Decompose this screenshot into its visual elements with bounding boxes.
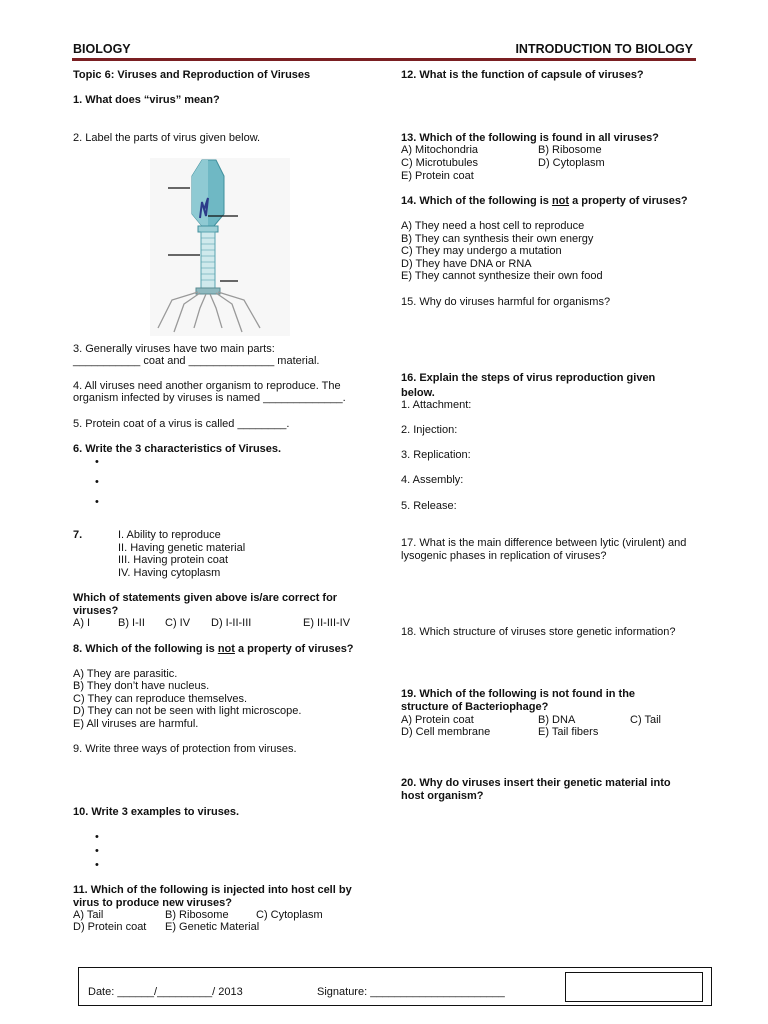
q7-statement-2: II. Having genetic material: [118, 542, 246, 554]
header-subject: BIOLOGY: [73, 42, 131, 56]
q11-option-c: C) Cytoplasm: [256, 909, 323, 921]
bullet: •: [95, 831, 99, 843]
q14-text-end: a property of viruses?: [569, 195, 688, 207]
q7-statement: [118, 567, 220, 580]
q19-option-a: A) Protein coat: [401, 714, 474, 726]
bullet: •: [95, 845, 99, 857]
q14-option-c: C) They may undergo a mutation: [401, 245, 562, 257]
q8-option-b: B) They don’t have nucleus.: [73, 680, 210, 692]
q14-option-b: B) They can synthesis their own energy: [401, 233, 594, 245]
q14-option-a: A) They need a host cell to reproduce: [401, 220, 585, 232]
question-19: 19. Which of the following is not found in the structure of Bacteriophage?: [401, 688, 636, 713]
q14-option-e: E) They cannot synthesize their own food: [401, 270, 603, 282]
bacteriophage-diagram: [150, 158, 290, 336]
q7-option-c: C) IV: [165, 617, 191, 629]
q13-option-b: B) Ribosome: [538, 144, 602, 156]
grade-box: [565, 972, 703, 1002]
collar: [198, 226, 218, 232]
q14-text: 14. Which of the following is: [401, 195, 552, 207]
q11-option-a: A) Tail: [73, 909, 104, 921]
question-12: 12. What is the function of capsule of viruses?: [401, 69, 644, 81]
bullet: •: [95, 859, 99, 871]
question-20: 20. Why do viruses insert their genetic material into host organism?: [401, 777, 671, 802]
question-1: 1. What does “virus” mean?: [73, 94, 220, 106]
q8-not: not: [217, 643, 235, 655]
q7-statement: [118, 554, 228, 567]
q7-statement-4: IV. Having cytoplasm: [118, 567, 221, 579]
header-rule: [72, 58, 696, 61]
bullet: •: [95, 476, 99, 488]
q7-statement-1: I. Ability to reproduce: [118, 529, 221, 541]
q8-text: 8. Which of the following is: [73, 643, 218, 655]
q8-option-e: E) All viruses are harmful.: [73, 718, 199, 730]
question-3-line1: 3. Generally viruses have two main parts:: [73, 343, 275, 355]
q19-option-d: D) Cell membrane: [401, 726, 491, 738]
q19-option-c: C) Tail: [630, 714, 661, 726]
q16-step-1: 1. Attachment:: [401, 399, 472, 411]
question-18: 18. Which structure of viruses store genetic information?: [401, 626, 676, 638]
q11-option-d: D) Protein coat: [73, 921, 147, 933]
q7-statement-3: III. Having protein coat: [118, 554, 229, 566]
q7-option-d: D) I-II-III: [211, 617, 252, 629]
bullet: •: [95, 456, 99, 468]
question-3-line2: ___________ coat and ______________ material.: [73, 355, 320, 367]
q7-option-a: A) I: [73, 617, 91, 629]
q16-step-3: 3. Replication:: [401, 449, 471, 461]
q14-not: not: [551, 195, 570, 207]
bullet: •: [95, 496, 99, 508]
footer-box: [78, 967, 712, 1006]
tail-sheath: [201, 232, 215, 288]
q11-option-e: E) Genetic Material: [165, 921, 260, 933]
question-16: 16. Explain the steps of virus reproduction given below.: [401, 372, 656, 399]
question-6: 6. Write the 3 characteristics of Viruses.: [73, 443, 282, 455]
question-15: 15. Why do viruses harmful for organisms?: [401, 296, 611, 308]
q13-option-d: D) Cytoplasm: [538, 157, 605, 169]
question-7-prompt: Which of statements given above is/are correct for viruses?: [73, 592, 338, 617]
q16-step-4: 4. Assembly:: [401, 474, 464, 486]
question-9: 9. Write three ways of protection from viruses.: [73, 743, 297, 755]
question-4-line2: organism infected by viruses is named _____________.: [73, 392, 346, 404]
q8-option-c: C) They can reproduce themselves.: [73, 693, 248, 705]
q13-option-e: E) Protein coat: [401, 170, 474, 182]
q13-option-a: A) Mitochondria: [401, 144, 479, 156]
q14-option-d: D) They have DNA or RNA: [401, 258, 532, 270]
question-7-number: 7.: [73, 529, 83, 541]
q7-statement: [118, 529, 221, 542]
question-17: 17. What is the main difference between lytic (virulent) and lysogenic phases in replication of viruses?: [401, 537, 687, 562]
q16-step-5: 5. Release:: [401, 500, 457, 512]
signature-field[interactable]: Signature: ______________________: [317, 986, 505, 998]
question-14: [401, 195, 696, 208]
question-5: 5. Protein coat of a virus is called ________.: [73, 418, 290, 430]
question-10: 10. Write 3 examples to viruses.: [73, 806, 240, 818]
question-11: 11. Which of the following is injected into host cell by virus to produce new viruses?: [73, 884, 352, 909]
q16-step-2: 2. Injection:: [401, 424, 458, 436]
q8-text-end: a property of viruses?: [234, 643, 354, 655]
question-8: [73, 643, 363, 656]
header-title: INTRODUCTION TO BIOLOGY: [515, 42, 693, 56]
q8-option-a: A) They are parasitic.: [73, 668, 178, 680]
q7-option-b: B) I-II: [118, 617, 145, 629]
q19-option-b: B) DNA: [538, 714, 576, 726]
topic-title: Topic 6: Viruses and Reproduction of Viruses: [73, 69, 311, 81]
q13-option-c: C) Microtubules: [401, 157, 479, 169]
date-field[interactable]: Date: ______/_________/ 2013: [88, 986, 243, 998]
q8-option-d: D) They can not be seen with light microscope.: [73, 705, 302, 717]
question-13: 13. Which of the following is found in all viruses?: [401, 132, 659, 144]
question-4-line1: 4. All viruses need another organism to reproduce. The: [73, 380, 341, 392]
q7-option-e: E) II-III-IV: [303, 617, 351, 629]
q19-option-e: E) Tail fibers: [538, 726, 599, 738]
q11-option-b: B) Ribosome: [165, 909, 229, 921]
question-2: 2. Label the parts of virus given below.: [73, 132, 261, 144]
